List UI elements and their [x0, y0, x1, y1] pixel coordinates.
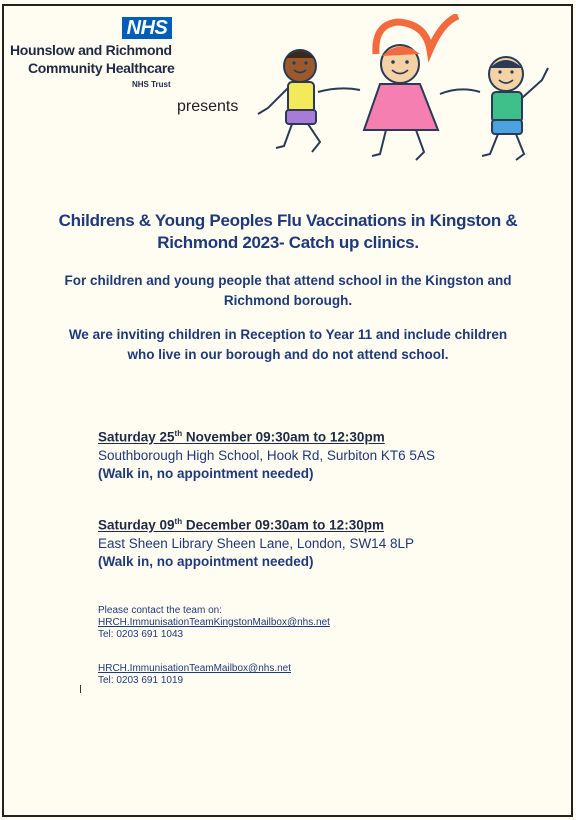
intro-p1-line1: For children and young people that attend school in the Kingston and	[64, 273, 512, 288]
clinic-event-1	[98, 425, 558, 483]
child-right-figure	[482, 57, 548, 160]
phone-general: Tel: 0203 691 1019	[98, 675, 184, 686]
event-note: (Walk in, no appointment needed)	[98, 465, 314, 481]
email-link-general[interactable]: HRCH.ImmunisationTeamMailbox@nhs.net	[98, 663, 291, 674]
trust-name-line2: Community Healthcare	[28, 60, 175, 76]
event-address: Southborough High School, Hook Rd, Surbiton KT6 5AS	[98, 447, 435, 463]
title-line1: Childrens & Young Peoples Flu Vaccinations in Kingston &	[58, 211, 518, 230]
intro-paragraph-years	[18, 325, 558, 365]
phone-kingston: Tel: 0203 691 1043	[98, 629, 184, 640]
text-cursor-mark	[80, 685, 81, 693]
children-holding-hands-illustration	[248, 14, 566, 164]
event-date: Saturday 25th November 09:30am to 12:30pm	[98, 429, 385, 445]
intro-p1-line2: Richmond borough.	[223, 293, 353, 308]
trust-subtitle: NHS Trust	[132, 80, 171, 89]
nhs-logo: NHS	[122, 17, 172, 39]
intro-p2-line2: who live in our borough and do not attend school.	[127, 347, 449, 362]
email-link-kingston[interactable]: HRCH.ImmunisationTeamKingstonMailbox@nhs.net	[98, 617, 330, 628]
event-date: Saturday 09th December 09:30am to 12:30pm	[98, 517, 384, 533]
clinic-event-2	[98, 513, 558, 571]
trust-name-line1: Hounslow and Richmond	[10, 42, 172, 58]
title-line2: Richmond 2023- Catch up clinics.	[157, 233, 419, 252]
contact-intro: Please contact the team on:	[98, 605, 222, 616]
child-left-figure	[258, 50, 320, 152]
intro-paragraph-eligibility	[18, 271, 558, 311]
intro-p2-line1: We are inviting children in Reception to Year 11 and include children	[68, 327, 508, 342]
presents-text: presents	[177, 98, 239, 115]
page-title	[20, 210, 556, 254]
child-middle-figure	[364, 16, 458, 160]
event-note: (Walk in, no appointment needed)	[98, 553, 314, 569]
contact-block-kingston	[98, 605, 538, 641]
event-address: East Sheen Library Sheen Lane, London, SW14 8LP	[98, 535, 414, 551]
contact-block-general	[98, 663, 538, 687]
